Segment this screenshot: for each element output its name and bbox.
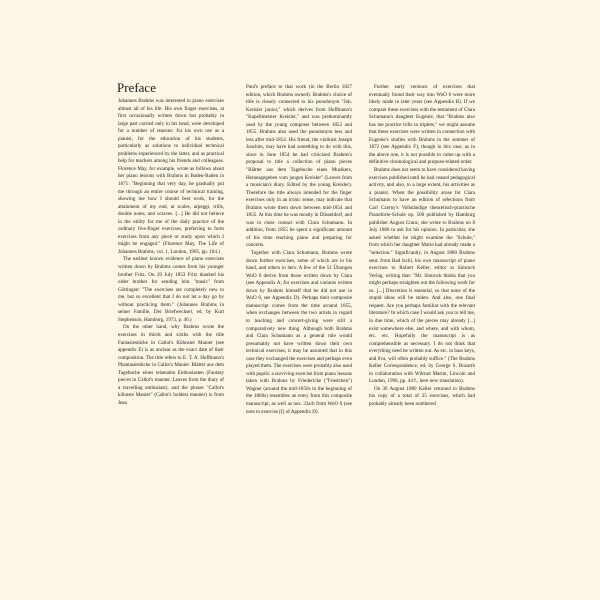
paragraph: Brahms does not seem to have considered having exercises published until he had ceased pedagogical activity, and also, to a large extent, his activities as a pianist. When the possibility arose for Clara Schumann to have an edition of selections from Carl Czerny's Vollständige theoretisch-practische Pianoforte-Schule op. 500 published by Hamburg publisher August Cranz, she wrote to Brahms on 8 July 1880 to ask for his opinion. In particular, she asked whether he might examine the "Schule," from which her daughter Marie had already made a "selection." Significantly, in August 1880 Brahms sent, from Bad Ischl, his own manuscript of piano exercises to Robert Keller, editor at Simrock Verlag, writing that: "Mr. Simrock thinks that you might perhaps straighten out the following work for us. [...] Discretion is essential, so that none of the stupid ideas will be stolen. And also, one final request. Are you perhaps familiar with the relevant literature? In which case I would ask you to tell me, in due time, which of the pieces may already [...] exist somewhere else, and where, and with whom, etc. etc. Hopefully the manuscript is as comprehensible as necessary. I do not think that everything need be written out. As etc. in bass keys, and 8va, will often probably suffice." (The Brahms Keller Correspondence, ed. by George S. Bozarth in collaboration with Wiltrud Martin, Lincoln and London, 1996, pp. 44 f., here new translation). <box>369 167 475 385</box>
paragraph: Further early versions of exercises that eventually found their way into WoO 6 were more likely made in later years (see Appendix B). If we compare these exercises with the testament of Clara Schumann's daughter Eugenie, that "Brahms also has me practice trills in triplets," we might assume that these exercises were written in connection with Eugenie's studies with Brahms in the summer of 1872 (see Appendix F); though in this case, as in the above one, it is not possible to come up with a definitive chronological and purpose-related order. <box>369 84 475 166</box>
text-column-1 <box>118 98 224 407</box>
page-title: Preface <box>117 80 156 95</box>
paragraph: On the other hand, why Brahms wrote the exercises in thirds and sixths with the title Fantasiestücke in Callot's Kühnster Manier (see appendix E) is as unclear as the exact date of their composition. The title refers to E. T. A. Hoffmann's Phantasiestücke in Callot's Manier. Blätter aus dem Tagebuche eines reisenden Enthusiasten (Fantasy pieces in Callot's manner. Leaves from the diary of a travelling enthusiast), and the phrase "Callot's kühnste Manier" (Callot's boldest manner) is from Jean <box>118 324 224 406</box>
text-column-3 <box>369 84 475 409</box>
text-column-2 <box>246 84 352 416</box>
paragraph: Paul's preface to that work (in the Berlin 1827 edition, which Brahms owned). Brahms's choice of title is closely connected to his pseudonym "Joh. Kreisler junior," which derives from Hoffmann's "Kapellmeister Kreisler," and was predominantly used by the young composer between 1852 and 1855. Brahms also used the pseudonym less and less after mid-1854. His friend, the violinist Joseph Joachim, may have had something to do with this, since in June 1854 he had criticized Brahms's proposal to title a collection of piano pieces "Blätter aus dem Tagebuche eines Musikers, Herausgegeben vom jungen Kreisler" (Leaves from a musician's diary. Edited by the young Kreisler). Therefore the title always intended for the finger exercises only in an ironic sense, may indicate that Brahms wrote them down between mid-1854 and 1855. At this time he was mostly in Düsseldorf, and was in close contact with Clara Schumann. In addition, from 1855 he spent a significant amount of his time teaching piano and preparing for concerts. <box>246 84 352 249</box>
paragraph: The earliest known evidence of piano exercises written down by Brahms comes from his younger brother Fritz. On 29 July 1853 Fritz thanked his older brother for sending him "music" from Göttingen: "The exercises are completely new to me, but so excellent that I do not let a day go by without practicing them." (Johannes Brahms in seiner Familie. Der Briefwechsel, ed. by Kurt Stephenson, Hamburg, 1973, p. 46.) <box>118 256 224 323</box>
paragraph: Johannes Brahms was interested in piano exercises almost all of his life. His own finger exercises, at first occasionally written down but probably in large part carried only in his head, were developed for a number of reasons: for his own use as a pianist, for the education of his students, particularly as solutions to individual technical problems experienced by the latter, and as practical help for teachers among his friends and colleagues. Florence May, for example, wrote as follows about her piano lessons with Brahms in Baden-Baden in 1871: "Beginning that very day, he gradually put me through an entire course of technical training, showing me how I should best work, for the attainment of my end, at scales, arpeggi, trills, double notes, and octaves. [...] He did not believe in the utility for me of the daily practice of the ordinary five-finger exercises, preferring to form exercises from any piece or study upon which I might be engaged." (Florence May, The Life of Johannes Brahms, vol. 1, London, 1905, pp. 104.) <box>118 98 224 255</box>
paragraph: Together with Clara Schumann, Brahms wrote down further exercises, some of which are in his hand, and others in hers. A few of the 51 Übungen WoO 6 derive from those written down by Clara (see Appendix A; for exercises and variants written down by Brahms himself that he did not use in WoO 6, see Appendix D). Perhaps their composite manuscript comes from the time around 1855, when exchanges between the two artists in regard to teaching and concert-giving were still a comparatively new thing. Although both Brahms and Clara Schumann as a general rule would presumably not have written down their own technical exercises, it may be assumed that in this case they exchanged the exercises and perhaps even played them. The exercises were probably also used with pupils: a surviving exercise from piano lessons taken with Brahms by Friedericke ("Friedchen") Wagner (around the mid-1850s to the beginning of the 1860s) resembles an entry from this composite manuscript, as well as nos. 33a/b from WoO 6 (see note to exercise [I] of Appendix D). <box>246 250 352 415</box>
paragraph: On 30 August 1880 Keller returned to Brahms his copy of a total of 35 exercises, which had probably already been numbered <box>369 385 475 407</box>
